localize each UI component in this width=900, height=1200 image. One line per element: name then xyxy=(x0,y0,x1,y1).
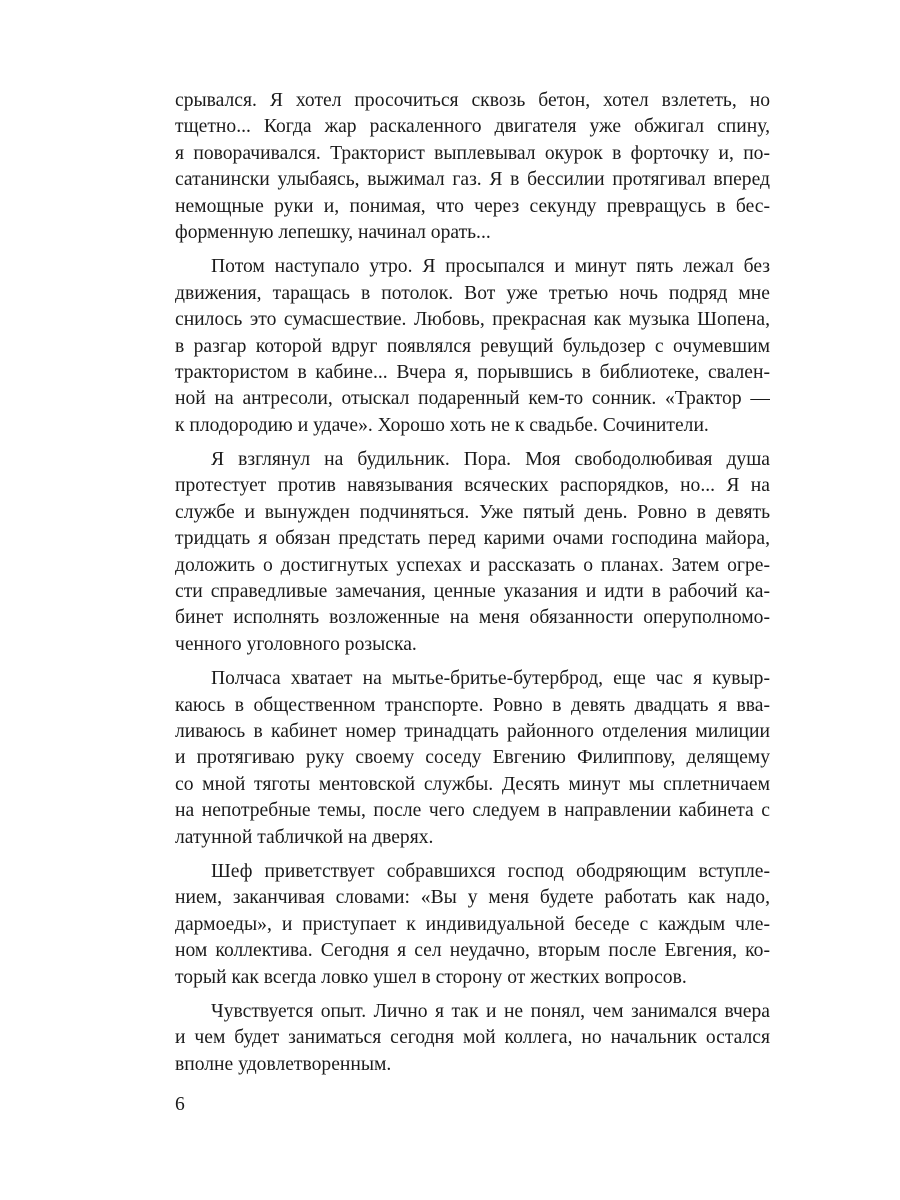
text-line: и чем будет заниматься сегодня мой коллега, но начальник остался xyxy=(175,1027,770,1049)
text-line: Полчаса хватает на мытье-бритье-бутерброд, еще час я кувыр- xyxy=(211,668,770,690)
paragraph-gap xyxy=(175,439,770,447)
text-line: срывался. Я хотел просочиться сквозь бетон, хотел взлететь, но xyxy=(175,90,770,111)
text-line: службе и вынужден подчиняться. Уже пятый день. Ровно в девять xyxy=(175,501,770,523)
paragraph-gap xyxy=(175,246,770,254)
paragraph-2 xyxy=(175,254,770,439)
text-line: вполне удовлетворенным. xyxy=(175,1053,392,1075)
text-line: к плодородию и удаче». Хорошо хоть не к свадьбе. Сочинители. xyxy=(175,414,709,436)
text-line: дармоеды», и приступает к индивидуальной беседе с каждым чле- xyxy=(175,913,770,935)
page-number: 6 xyxy=(175,1094,185,1115)
book-page xyxy=(175,88,770,1168)
text-line: тридцать я обязан предстать перед карими очами господина майора, xyxy=(175,528,770,550)
text-line: я поворачивался. Тракторист выплевывал окурок в форточку и, по- xyxy=(175,142,770,164)
paragraph-6 xyxy=(175,999,770,1078)
text-line: в разгар которой вдруг появлялся ревущий бульдозер с очумевшим xyxy=(175,335,770,357)
text-line: ченного уголовного розыска. xyxy=(175,633,417,655)
paragraph-gap xyxy=(175,991,770,999)
paragraph-gap xyxy=(175,851,770,859)
paragraph-3 xyxy=(175,447,770,658)
text-line: торый как всегда ловко ушел в сторону от жестких вопросов. xyxy=(175,966,687,988)
text-line: со мной тяготы ментовской службы. Десять минут мы сплетничаем xyxy=(175,773,770,795)
text-line: Шеф приветствует собравшихся господ ободряющим вступле- xyxy=(211,860,770,882)
text-line: движения, таращась в потолок. Вот уже третью ночь подряд мне xyxy=(175,282,770,304)
text-line: Чувствуется опыт. Лично я так и не понял, чем занимался вчера xyxy=(211,1000,770,1022)
page-body-text xyxy=(175,88,770,1078)
text-line: снилось это сумасшествие. Любовь, прекрасная как музыка Шопена, xyxy=(175,309,770,331)
text-line: трактористом в кабине... Вчера я, порывшись в библиотеке, свален- xyxy=(175,361,770,383)
text-line: латунной табличкой на дверях. xyxy=(175,826,434,848)
text-line: ной на антресоли, отыскал подаренный кем-то сонник. «Трактор — xyxy=(175,388,770,410)
text-line: каюсь в общественном транспорте. Ровно в девять двадцать я вва- xyxy=(175,694,770,716)
text-line: нием, заканчивая словами: «Вы у меня будете работать как надо, xyxy=(175,887,770,909)
text-line: на непотребные темы, после чего следуем в направлении кабинета с xyxy=(175,800,770,822)
text-line: ном коллектива. Сегодня я сел неудачно, вторым после Евгения, ко- xyxy=(175,940,770,962)
text-line: Потом наступало утро. Я просыпался и минут пять лежал без xyxy=(211,256,770,278)
paragraph-1 xyxy=(175,88,770,246)
text-line: бинет исполнять возложенные на меня обязанности оперуполномо- xyxy=(175,607,770,629)
paragraph-gap xyxy=(175,658,770,666)
text-line: тщетно... Когда жар раскаленного двигателя уже обжигал спину, xyxy=(175,116,770,138)
text-line: и протягиваю руку своему соседу Евгению Филиппову, делящему xyxy=(175,747,770,769)
paragraph-5 xyxy=(175,859,770,991)
text-line: форменную лепешку, начинал орать... xyxy=(175,221,491,243)
text-line: немощные руки и, понимая, что через секунду превращусь в бес- xyxy=(175,195,770,217)
text-line: Я взглянул на будильник. Пора. Моя свободолюбивая душа xyxy=(211,449,770,471)
text-line: протестует против навязывания всяческих распорядков, но... Я на xyxy=(175,475,770,497)
text-line: сатанински улыбаясь, выжимал газ. Я в бессилии протягивал вперед xyxy=(175,169,770,191)
paragraph-4 xyxy=(175,666,770,851)
text-line: доложить о достигнутых успехах и рассказать о планах. Затем огре- xyxy=(175,554,770,576)
text-line: ливаюсь в кабинет номер тринадцать районного отделения милиции xyxy=(175,720,770,742)
text-line: сти справедливые замечания, ценные указания и идти в рабочий ка- xyxy=(175,581,770,603)
